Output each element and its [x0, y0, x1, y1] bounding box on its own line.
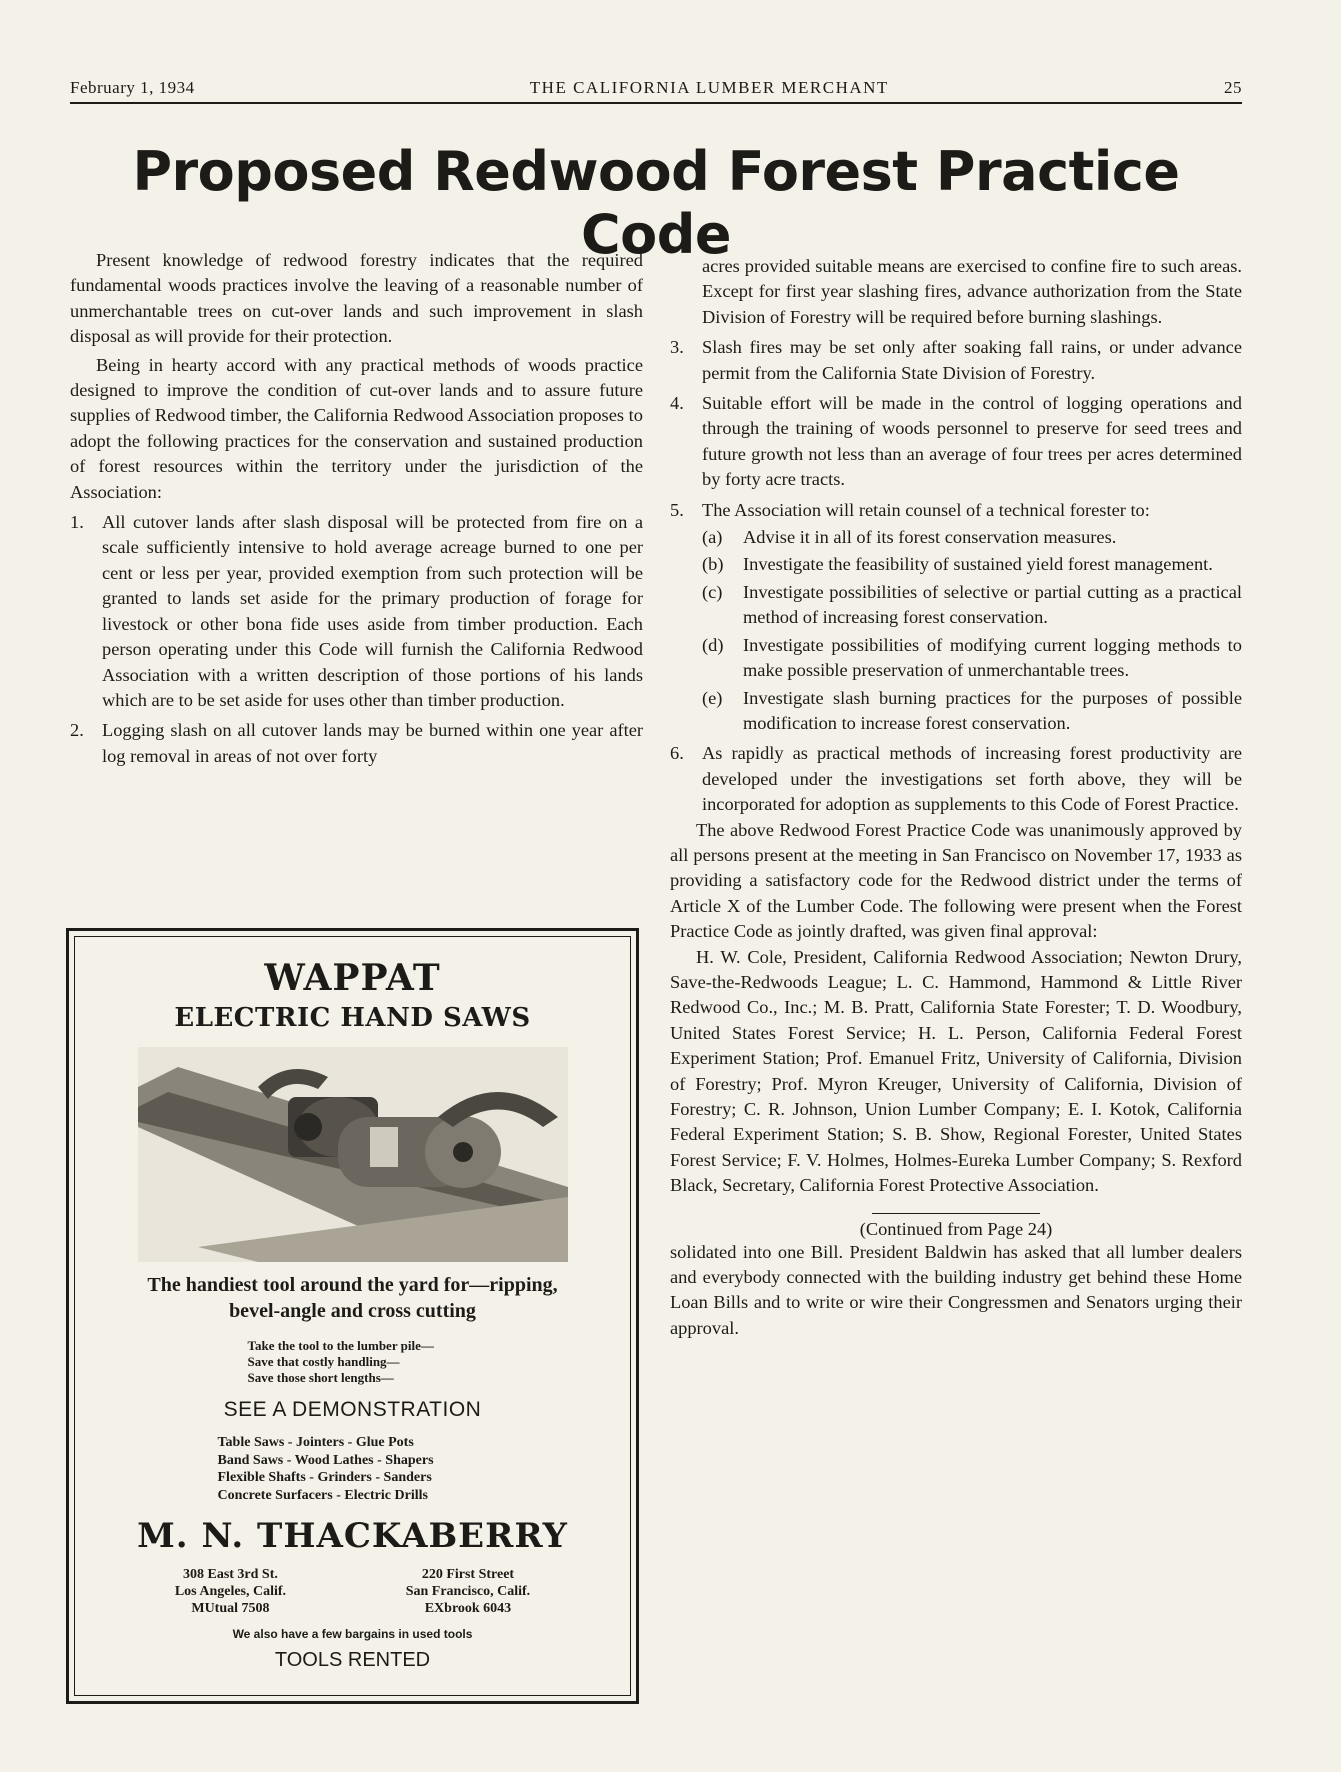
list-item: 3. Slash fires may be set only after soaking fall rains, or under advance permit from the California State Division of Forestry.: [670, 337, 1242, 383]
sub-item: (b) Investigate the feasibility of sustained yield forest management.: [702, 554, 1213, 575]
page-header: [70, 78, 1242, 104]
advertisement-inner: [74, 936, 631, 1696]
ad-tools-rented: TOOLS RENTED: [274, 1649, 431, 1671]
ad-product: ELECTRIC HAND SAWS: [174, 1003, 531, 1033]
left-column: [70, 248, 643, 769]
continuation-text: acres provided suitable means are exercised to confine fire to such areas. Except for first year slashing fires, advance authorization from the State Division of Forestry will be required before burning slashings.: [702, 256, 1242, 327]
issue-date: February 1, 1934: [70, 78, 195, 97]
approval-paragraph: The above Redwood Forest Practice Code was unanimously approved by all persons present at the meeting in San Francisco on November 17, 1933 as providing a satisfactory code for the Redwood district under the terms of Article X of the Lumber Code. The following were present when the Forest Practice Code as jointly drafted, was given final approval:: [670, 819, 1242, 942]
advertisement: [66, 928, 639, 1704]
sub-item: (a) Advise it in all of its forest conservation measures.: [702, 527, 1117, 548]
ad-company: M. N. THACKABERRY: [137, 1516, 568, 1556]
ad-addresses: [75, 1566, 630, 1617]
address-san-francisco: 220 First Street San Francisco, Calif. EXbrook 6043: [405, 1567, 531, 1616]
ad-note: We also have a few bargains in used tools: [232, 1627, 473, 1641]
sub-item: (c) Investigate possibilities of selective or partial cutting as a practical method of increasing forest conservation.: [702, 581, 1242, 628]
list-item: 6. As rapidly as practical methods of increasing forest productivity are developed under the investigations set forth above, they will be incorporated for adoption as supplements to this Code of Forest Practice.: [670, 743, 1242, 815]
ad-brand: WAPPAT: [264, 957, 441, 999]
address-los-angeles: 308 East 3rd St. Los Angeles, Calif. MUtual 7508: [174, 1567, 287, 1616]
ad-tagline: The handiest tool around the yard for—ripping, bevel-angle and cross cutting: [147, 1274, 558, 1322]
continued-label: (Continued from Page 24): [859, 1218, 1053, 1239]
page-number: 25: [1223, 78, 1242, 97]
publication-name: THE CALIFORNIA LUMBER MERCHANT: [529, 78, 889, 97]
intro-paragraph-2: Being in hearty accord with any practical methods of woods practice designed to improve the condition of cut-over lands and to assure future supplies of Redwood timber, the California Redwood Association proposes to adopt the following practices for the conservation and sustained production of forest resources within the territory under the jurisdiction of the Association:: [70, 354, 643, 502]
ad-tips: Take the tool to the lumber pile— Save that costly handling— Save those short lengths—: [247, 1338, 434, 1385]
list-item: 4. Suitable effort will be made in the control of logging operations and through the training of woods personnel to preserve for seed trees and future growth not less than an average of four trees per acres determined by forty acre tracts.: [670, 393, 1242, 490]
intro-paragraph-1: Present knowledge of redwood forestry indicates that the required fundamental woods practices involve the leaving of a reasonable number of unmerchantable trees on cut-over lands and such improvement in slash disposal as will provide for their protection.: [70, 250, 643, 347]
article-title: Proposed Redwood Forest Practice Code: [132, 140, 1180, 266]
ad-demo-heading: SEE A DEMONSTRATION: [223, 1398, 482, 1421]
sub-item: (e) Investigate slash burning practices for the purposes of possible modification to increase forest conservation.: [702, 687, 1242, 733]
attendees-paragraph: H. W. Cole, President, California Redwood Association; Newton Drury, Save-the-Redwoods League; L. C. Hammond, Hammond & Little River Redwood Co., Inc.; M. B. Pratt, California State Forester; T. D. Woodbury, United States Forest Service; H. L. Person, California Federal Forest Experiment Station; Prof. Emanuel Fritz, University of California, Division of Forestry; Prof. Myron Kreuger, University of California, Division of Forestry; C. R. Johnson, Union Lumber Company; E. I. Kotok, California Federal Experiment Station; S. B. Show, Regional Forester, United States Forest Service; F. V. Holmes, Holmes-Eureka Lumber Company; S. Rexford Black, Secretary, California Forest Protective Association.: [670, 946, 1242, 1196]
section-divider: [872, 1213, 1040, 1214]
list-item: 2. Logging slash on all cutover lands may be burned within one year after log removal in areas of not over forty: [70, 720, 643, 766]
ad-product-list: Table Saws - Jointers - Glue Pots Band Saws - Wood Lathes - Shapers Flexible Shafts - Grinders - Sanders Concrete Surfacers - Electric Drills: [217, 1435, 434, 1503]
sub-item: (d) Investigate possibilities of modifying current logging methods to make possible preservation of unmerchantable trees.: [702, 634, 1242, 681]
list-item: 5. The Association will retain counsel of a technical forester to:: [670, 499, 1150, 520]
continued-text: solidated into one Bill. President Baldwin has asked that all lumber dealers and everybody connected with the building industry get behind these Home Loan Bills and to write or wire their Congressmen and Senators urging their approval.: [670, 1241, 1242, 1338]
list-item: 1. All cutover lands after slash disposal will be protected from fire on a scale sufficiently intensive to hold average acreage burned to one per cent or less per year, provided exemption from such protection will be granted to lands set aside for the primary production of forage for livestock or other bona fide uses aside from timber production. Each person operating under this Code will furnish the California Redwood Association with a written description of those portions of his lands which are to be set aside for uses other than timber production.: [70, 512, 643, 710]
electric-saw-illustration: [138, 1047, 568, 1262]
right-column: [670, 254, 1242, 1341]
